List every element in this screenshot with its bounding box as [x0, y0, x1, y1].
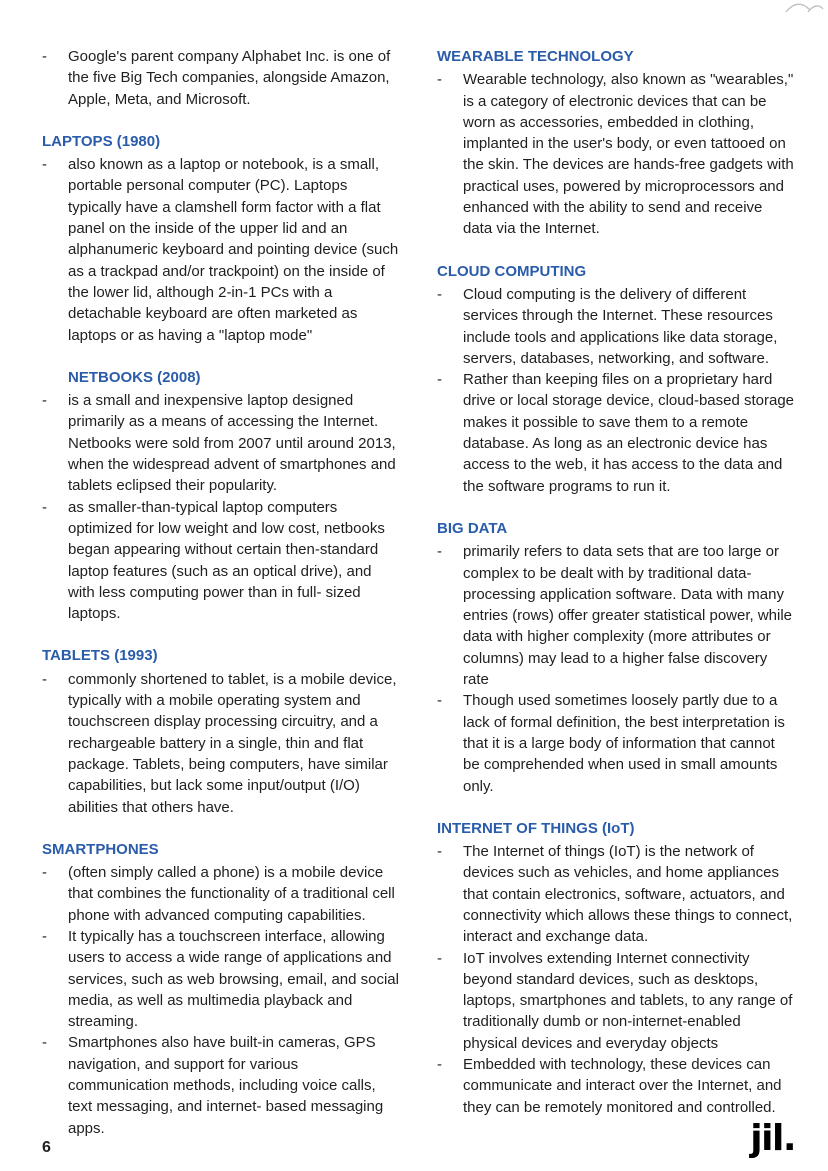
page-number: 6: [42, 1139, 51, 1156]
bullet-text: Wearable technology, also known as "wearables," is a category of electronic devices that can be worn as accessories, embedded in clothing, implanted in the user's body, or even tattooed on the skin. The devices are hands-free gadgets with practical uses, powered by microprocessors and enhanced with the ability to send and receive data via the Internet.: [463, 71, 794, 238]
list-item: [437, 369, 795, 497]
list-item: [437, 541, 795, 690]
bullet-text: also known as a laptop or notebook, is a small, portable personal computer (PC). Laptops typically have a clamshell form factor with a flat panel on the inside of the upper lid and an alphanumeric keyboard and pointing device (such as a trackpad and/or trackpoint) on the inside of the lower lid, although 2-in-1 PCs with a detachable keyboard are often marketed as laptops or as having a "laptop mode": [68, 156, 399, 344]
bullet-text: Though used sometimes loosely partly due to a lack of formal definition, the best interpretation is that it is a large body of information that cannot be comprehended when used in small amounts only.: [463, 692, 785, 795]
bullet-marker: -: [437, 1056, 442, 1074]
bullet-text: It typically has a touchscreen interface, allowing users to access a wide range of applications and services, such as web browsing, email, and social media, as well as multimedia playback and streaming.: [68, 927, 399, 1031]
bullet-text: is a small and inexpensive laptop designed primarily as a means of accessing the Internet. Netbooks were sold from 2007 until around 2013, when the widespread advent of smartphones and tablets eclipsed their popularity.: [68, 392, 396, 495]
bullet-marker: -: [42, 670, 47, 688]
section-tablets: [42, 645, 400, 817]
bullet-text: (often simply called a phone) is a mobile device that combines the functionality of a traditional cell phone with advanced computing capabilities.: [68, 864, 395, 924]
section-heading: NETBOOKS (2008): [68, 368, 201, 386]
bullet-marker: -: [42, 48, 47, 65]
bullet-marker: -: [42, 156, 47, 174]
list-item: [42, 46, 400, 110]
bullet-marker: -: [437, 371, 442, 389]
section-big-data: [437, 518, 795, 797]
corner-mark: [784, 0, 824, 16]
bullet-text: IoT involves extending Internet connectivity beyond standard devices, such as desktops, laptops, smartphones and tablets, to any range of traditionally dumb or non-internet-enabled physical devices and everyday objects: [463, 949, 793, 1052]
bullet-marker: -: [42, 392, 47, 410]
bullet-marker: -: [437, 692, 442, 710]
list-item: [437, 1054, 795, 1118]
list-item: [42, 390, 400, 496]
section-heading: BIG DATA: [437, 519, 508, 537]
section-heading: LAPTOPS (1980): [42, 132, 161, 150]
bullet-text: Google's parent company Alphabet Inc. is one of the five Big Tech companies, alongside Amazon, Apple, Meta, and Microsoft.: [68, 48, 391, 108]
bullet-marker: -: [437, 71, 442, 89]
bullet-text: as smaller-than-typical laptop computers optimized for low weight and low cost, netbooks began appearing without certain then-standard laptop features (such as an optical drive), and with less computing power than in full- sized laptops.: [68, 498, 385, 623]
left-column: [42, 46, 400, 1160]
bullet-text: primarily refers to data sets that are too large or complex to be dealt with by traditional data-processing application software. Data with many entries (rows) offer greater statistical power, while data with higher complexity (more attributes or columns) may lead to a higher false discovery rate: [463, 543, 793, 689]
page-footer: [42, 1118, 795, 1159]
bullet-text: The Internet of things (IoT) is the network of devices such as vehicles, and home appliances that contain electronics, software, actuators, and connectivity which allows these things to connect, interact and exchange data.: [463, 843, 793, 946]
list-item: [42, 669, 400, 818]
list-item: [437, 69, 795, 239]
section-wearable-technology: [437, 46, 795, 240]
bullet-marker: -: [437, 949, 442, 967]
section-heading: SMARTPHONES: [42, 840, 159, 858]
section-smartphones: [42, 839, 400, 1139]
list-item: [437, 284, 795, 369]
bullet-text: Embedded with technology, these devices can communicate and interact over the Internet, and they can be remotely monitored and controlled.: [463, 1056, 782, 1116]
logo: jil.: [750, 1118, 795, 1159]
section-netbooks: [42, 367, 400, 625]
section-heading: TABLETS (1993): [42, 647, 158, 665]
list-item: [437, 841, 795, 947]
section-internet-of-things: [437, 818, 795, 1118]
bullet-text: commonly shortened to tablet, is a mobile device, typically with a mobile operating system and touchscreen display processing circuitry, and a rechargeable battery in a single, thin and flat package. Tablets, being computers, have similar capabilities, but lack some input/output (I/O) abilities that others have.: [68, 670, 397, 816]
section-cloud-computing: [437, 261, 795, 497]
bullet-marker: -: [42, 1034, 47, 1052]
right-column: [437, 46, 795, 1160]
bullet-marker: -: [42, 864, 47, 882]
section-heading: WEARABLE TECHNOLOGY: [437, 48, 634, 65]
section-laptops: [42, 131, 400, 346]
bullet-marker: -: [42, 498, 47, 516]
list-item: [42, 862, 400, 926]
bullet-marker: -: [437, 843, 442, 861]
section-heading: INTERNET OF THINGS (IoT): [437, 819, 635, 837]
section-heading: CLOUD COMPUTING: [437, 262, 587, 280]
bullet-text: Cloud computing is the delivery of different services through the Internet. These resources include tools and applications like data storage, servers, databases, networking, and software.: [463, 285, 778, 367]
bullet-marker: -: [42, 927, 47, 945]
bullet-marker: -: [437, 543, 442, 561]
list-item: [437, 948, 795, 1054]
list-item: [42, 926, 400, 1032]
list-item: [42, 154, 400, 346]
bullet-text: Smartphones also have built-in cameras, GPS navigation, and support for various communication methods, including voice calls, text messaging, and internet- based messaging apps.: [68, 1034, 384, 1137]
list-item: [437, 690, 795, 796]
list-item: [42, 497, 400, 625]
section-alphabet-continuation: [42, 46, 400, 110]
bullet-text: Rather than keeping files on a proprietary hard drive or local storage device, cloud-based storage makes it possible to save them to a remote database. As long as an electronic device has access to the web, it has access to the data and the software programs to run it.: [463, 371, 795, 495]
bullet-marker: -: [437, 285, 442, 303]
